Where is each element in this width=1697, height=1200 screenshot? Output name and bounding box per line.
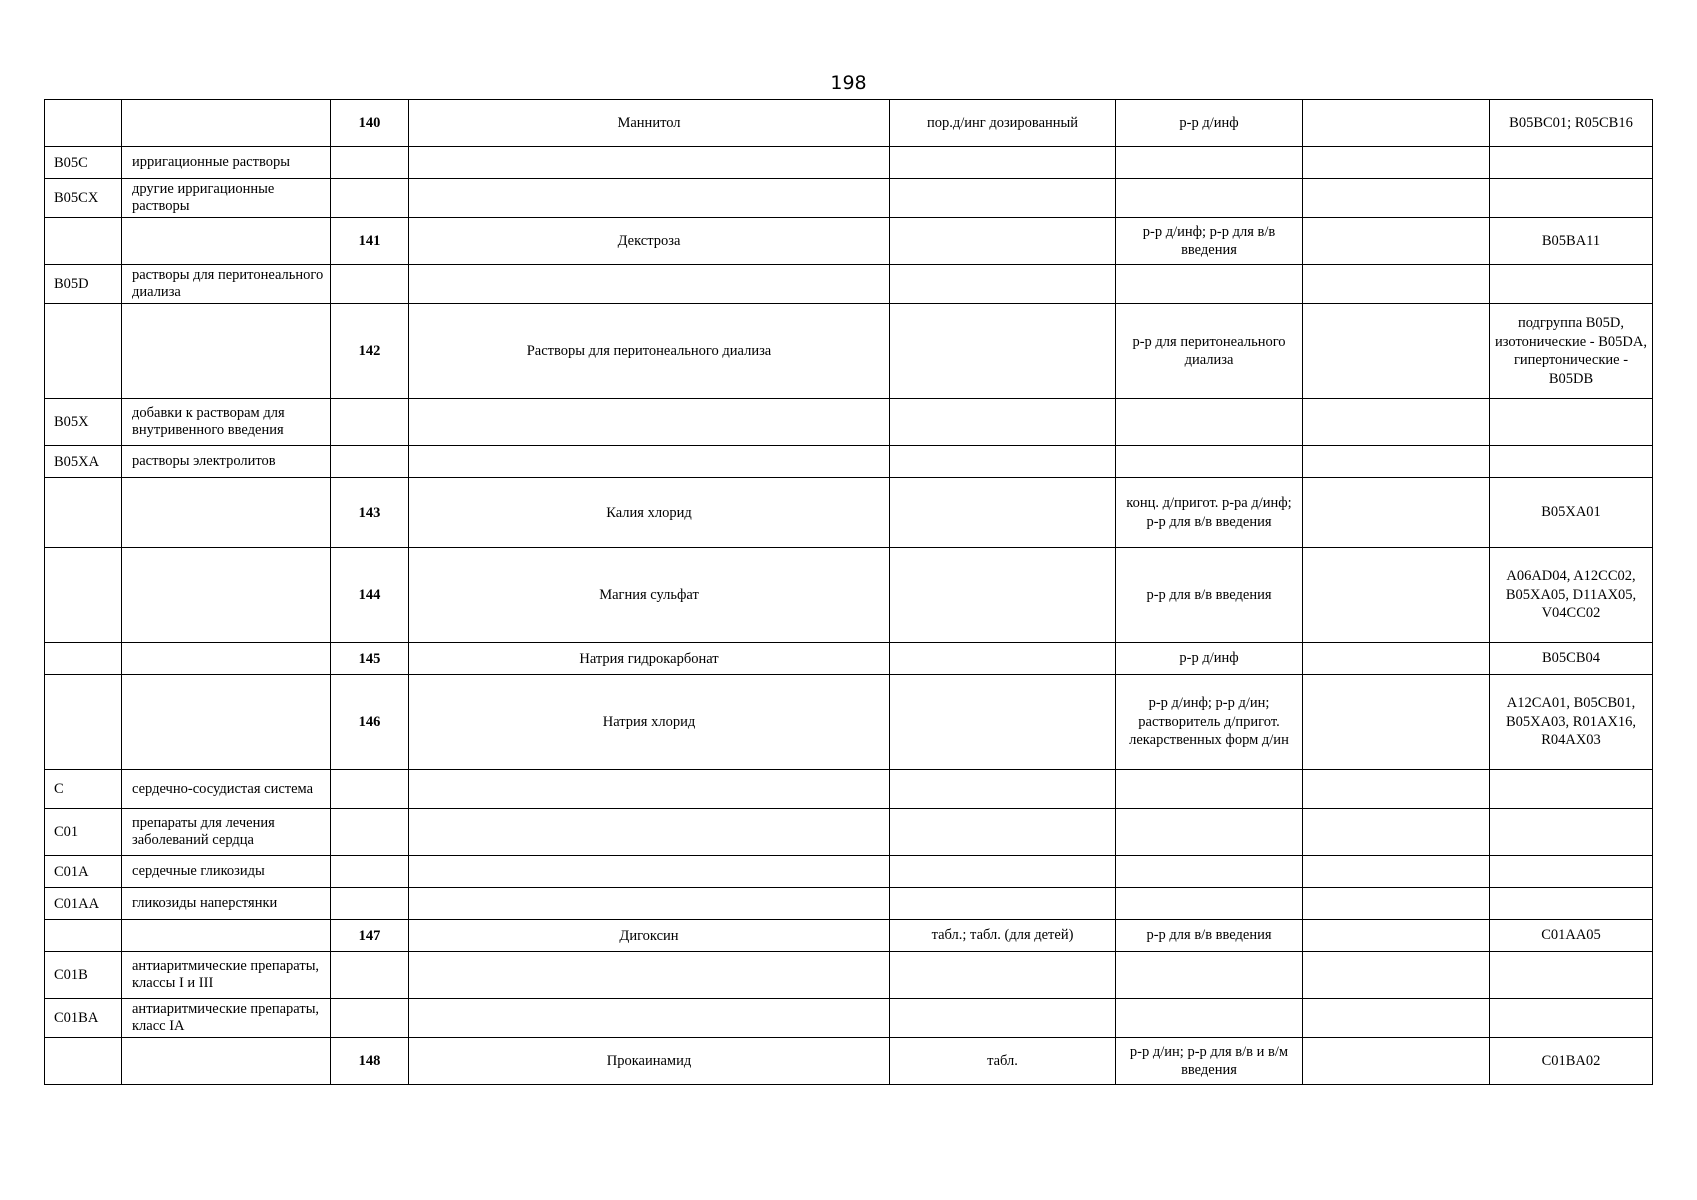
extra-column <box>1303 478 1490 548</box>
dosage-form-oral: пор.д/инг дозированный <box>890 100 1116 147</box>
drug-number: 141 <box>331 218 409 265</box>
dosage-form-oral: табл. <box>890 1038 1116 1085</box>
drug-name: Дигоксин <box>409 920 890 952</box>
atc-code: B05BA11 <box>1490 218 1653 265</box>
extra-column <box>1303 675 1490 770</box>
table-row <box>45 446 1653 478</box>
atc-group-code: C01 <box>45 809 122 856</box>
drug-name <box>409 888 890 920</box>
dosage-form-injection <box>1116 952 1303 999</box>
atc-group-name <box>122 1038 331 1085</box>
atc-code: A06AD04, A12CC02, B05XA05, D11AX05, V04CC02 <box>1490 548 1653 643</box>
atc-group-code <box>45 675 122 770</box>
atc-group-name <box>122 478 331 548</box>
drug-number: 148 <box>331 1038 409 1085</box>
drug-number <box>331 399 409 446</box>
drug-number: 146 <box>331 675 409 770</box>
drug-name <box>409 770 890 809</box>
dosage-form-injection <box>1116 399 1303 446</box>
atc-group-name: сердечно-сосудистая система <box>122 770 331 809</box>
dosage-form-oral <box>890 643 1116 675</box>
dosage-form-oral <box>890 809 1116 856</box>
atc-group-name <box>122 218 331 265</box>
atc-group-code: C <box>45 770 122 809</box>
drug-name: Декстроза <box>409 218 890 265</box>
dosage-form-injection <box>1116 888 1303 920</box>
atc-group-name <box>122 920 331 952</box>
dosage-form-oral <box>890 179 1116 218</box>
atc-group-name: антиаритмические препараты, классы I и III <box>122 952 331 999</box>
dosage-form-oral: табл.; табл. (для детей) <box>890 920 1116 952</box>
table-row <box>45 770 1653 809</box>
dosage-form-oral <box>890 265 1116 304</box>
drug-number <box>331 856 409 888</box>
atc-group-code <box>45 218 122 265</box>
drug-name <box>409 952 890 999</box>
atc-group-code <box>45 643 122 675</box>
dosage-form-oral <box>890 999 1116 1038</box>
extra-column <box>1303 952 1490 999</box>
dosage-form-oral <box>890 446 1116 478</box>
dosage-form-injection <box>1116 446 1303 478</box>
drug-number: 145 <box>331 643 409 675</box>
extra-column <box>1303 548 1490 643</box>
drug-name <box>409 147 890 179</box>
atc-code: C01BA02 <box>1490 1038 1653 1085</box>
atc-group-code <box>45 920 122 952</box>
atc-group-code <box>45 548 122 643</box>
atc-code <box>1490 856 1653 888</box>
drug-list-table <box>44 99 1653 1085</box>
drug-number <box>331 999 409 1038</box>
atc-group-code: C01B <box>45 952 122 999</box>
extra-column <box>1303 147 1490 179</box>
atc-code <box>1490 147 1653 179</box>
extra-column <box>1303 304 1490 399</box>
table-row <box>45 643 1653 675</box>
atc-group-name: гликозиды наперстянки <box>122 888 331 920</box>
extra-column <box>1303 265 1490 304</box>
drug-name <box>409 399 890 446</box>
table-row <box>45 147 1653 179</box>
dosage-form-oral <box>890 399 1116 446</box>
atc-code <box>1490 265 1653 304</box>
dosage-form-injection <box>1116 147 1303 179</box>
table-row <box>45 179 1653 218</box>
atc-code: подгруппа B05D, изотонические - B05DA, гипертонические - B05DB <box>1490 304 1653 399</box>
dosage-form-oral <box>890 888 1116 920</box>
dosage-form-injection <box>1116 809 1303 856</box>
extra-column <box>1303 888 1490 920</box>
drug-name: Натрия хлорид <box>409 675 890 770</box>
extra-column <box>1303 446 1490 478</box>
table-row <box>45 399 1653 446</box>
drug-number <box>331 952 409 999</box>
atc-code: B05BC01; R05CB16 <box>1490 100 1653 147</box>
atc-group-code: B05CX <box>45 179 122 218</box>
table-row <box>45 100 1653 147</box>
dosage-form-injection <box>1116 999 1303 1038</box>
atc-group-code <box>45 1038 122 1085</box>
atc-group-name <box>122 675 331 770</box>
dosage-form-injection: р-р для в/в введения <box>1116 920 1303 952</box>
dosage-form-injection <box>1116 856 1303 888</box>
drug-name: Натрия гидрокарбонат <box>409 643 890 675</box>
extra-column <box>1303 179 1490 218</box>
table-row <box>45 809 1653 856</box>
atc-code <box>1490 952 1653 999</box>
atc-code: C01AA05 <box>1490 920 1653 952</box>
drug-name: Прокаинамид <box>409 1038 890 1085</box>
extra-column <box>1303 1038 1490 1085</box>
table-row <box>45 548 1653 643</box>
table-row <box>45 675 1653 770</box>
atc-group-code: C01AA <box>45 888 122 920</box>
table-row <box>45 920 1653 952</box>
atc-code <box>1490 888 1653 920</box>
table-row <box>45 856 1653 888</box>
atc-group-name <box>122 304 331 399</box>
atc-group-name: препараты для лечения заболеваний сердца <box>122 809 331 856</box>
dosage-form-injection: р-р д/инф <box>1116 643 1303 675</box>
drug-number: 142 <box>331 304 409 399</box>
dosage-form-injection: р-р д/инф; р-р для в/в введения <box>1116 218 1303 265</box>
atc-group-code: B05D <box>45 265 122 304</box>
atc-group-code <box>45 478 122 548</box>
dosage-form-injection: р-р д/ин; р-р для в/в и в/м введения <box>1116 1038 1303 1085</box>
atc-group-code: C01BA <box>45 999 122 1038</box>
extra-column <box>1303 920 1490 952</box>
dosage-form-oral <box>890 548 1116 643</box>
atc-code: B05XA01 <box>1490 478 1653 548</box>
drug-name <box>409 265 890 304</box>
dosage-form-injection <box>1116 265 1303 304</box>
drug-name <box>409 446 890 478</box>
drug-number: 144 <box>331 548 409 643</box>
drug-number <box>331 147 409 179</box>
drug-number <box>331 770 409 809</box>
atc-group-code: B05XA <box>45 446 122 478</box>
drug-name: Магния сульфат <box>409 548 890 643</box>
drug-number: 147 <box>331 920 409 952</box>
atc-group-code: B05X <box>45 399 122 446</box>
atc-group-name: антиаритмические препараты, класс IA <box>122 999 331 1038</box>
atc-code <box>1490 179 1653 218</box>
drug-name <box>409 809 890 856</box>
dosage-form-oral <box>890 770 1116 809</box>
atc-group-name: растворы электролитов <box>122 446 331 478</box>
extra-column <box>1303 218 1490 265</box>
atc-code <box>1490 999 1653 1038</box>
table-row <box>45 888 1653 920</box>
table-row <box>45 952 1653 999</box>
atc-code: A12CA01, B05CB01, B05XA03, R01AX16, R04AX03 <box>1490 675 1653 770</box>
dosage-form-oral <box>890 218 1116 265</box>
extra-column <box>1303 100 1490 147</box>
atc-group-name: растворы для перитонеального диализа <box>122 265 331 304</box>
dosage-form-oral <box>890 478 1116 548</box>
dosage-form-oral <box>890 304 1116 399</box>
drug-name <box>409 999 890 1038</box>
dosage-form-oral <box>890 952 1116 999</box>
atc-code: B05CB04 <box>1490 643 1653 675</box>
drug-number <box>331 888 409 920</box>
drug-number <box>331 809 409 856</box>
extra-column <box>1303 809 1490 856</box>
atc-group-code: C01A <box>45 856 122 888</box>
drug-number: 143 <box>331 478 409 548</box>
dosage-form-injection: р-р д/инф; р-р д/ин; растворитель д/пригот. лекарственных форм д/ин <box>1116 675 1303 770</box>
extra-column <box>1303 770 1490 809</box>
extra-column <box>1303 399 1490 446</box>
atc-group-name <box>122 643 331 675</box>
drug-number: 140 <box>331 100 409 147</box>
dosage-form-injection: конц. д/пригот. р-ра д/инф; р-р для в/в введения <box>1116 478 1303 548</box>
atc-group-code <box>45 304 122 399</box>
table-row <box>45 1038 1653 1085</box>
atc-group-name: добавки к растворам для внутривенного введения <box>122 399 331 446</box>
drug-number <box>331 179 409 218</box>
table-row <box>45 265 1653 304</box>
extra-column <box>1303 643 1490 675</box>
drug-name <box>409 856 890 888</box>
dosage-form-injection <box>1116 770 1303 809</box>
drug-name: Маннитол <box>409 100 890 147</box>
dosage-form-injection: р-р для перитонеального диализа <box>1116 304 1303 399</box>
atc-group-name: другие ирригационные растворы <box>122 179 331 218</box>
atc-code <box>1490 809 1653 856</box>
drug-name: Растворы для перитонеального диализа <box>409 304 890 399</box>
dosage-form-oral <box>890 856 1116 888</box>
atc-group-name: сердечные гликозиды <box>122 856 331 888</box>
dosage-form-injection: р-р д/инф <box>1116 100 1303 147</box>
drug-number <box>331 446 409 478</box>
extra-column <box>1303 856 1490 888</box>
atc-group-name <box>122 548 331 643</box>
drug-number <box>331 265 409 304</box>
table-row <box>45 218 1653 265</box>
drug-name: Калия хлорид <box>409 478 890 548</box>
atc-group-name <box>122 100 331 147</box>
drug-name <box>409 179 890 218</box>
atc-group-code: B05C <box>45 147 122 179</box>
extra-column <box>1303 999 1490 1038</box>
table-row <box>45 999 1653 1038</box>
table-row <box>45 478 1653 548</box>
page-number: 198 <box>830 72 867 94</box>
atc-code <box>1490 446 1653 478</box>
atc-group-name: ирригационные растворы <box>122 147 331 179</box>
atc-code <box>1490 399 1653 446</box>
table-row <box>45 304 1653 399</box>
dosage-form-oral <box>890 147 1116 179</box>
atc-group-code <box>45 100 122 147</box>
dosage-form-oral <box>890 675 1116 770</box>
atc-code <box>1490 770 1653 809</box>
dosage-form-injection <box>1116 179 1303 218</box>
dosage-form-injection: р-р для в/в введения <box>1116 548 1303 643</box>
